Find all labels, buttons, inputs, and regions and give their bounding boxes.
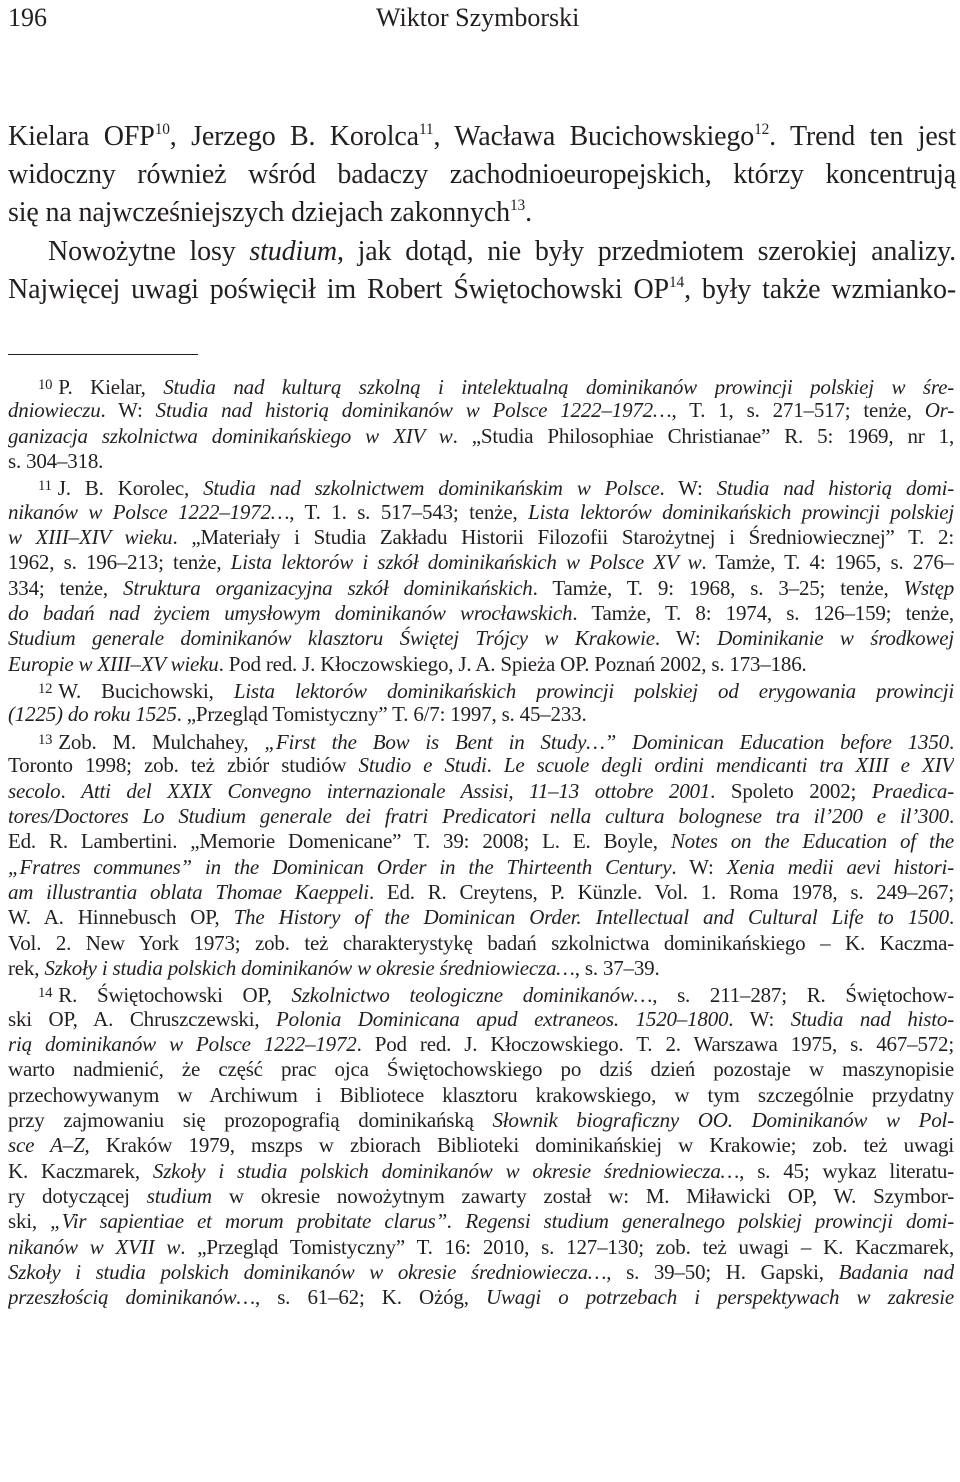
text-run: 1962, s. 196–213; tenże, <box>8 550 231 575</box>
footnote-14-line <box>8 1108 954 1133</box>
footnote-separator <box>8 354 198 355</box>
italic-run: Studia nad kulturą szkolną i intelektualną dominikanów prowincji polskiej w śre- <box>163 375 954 399</box>
footnote-14-line <box>8 981 954 1006</box>
text-run: , s. 37–39. <box>574 955 660 980</box>
italic-run: Lista lektorów i szkół dominikańskich w Polsce XV w <box>230 550 702 575</box>
footnote-number: 13 <box>38 731 53 748</box>
italic-run: Lista lektorów dominikańskich prowincji polskiej od erygowania prowincji <box>233 679 954 703</box>
footnote-14-line <box>8 1235 954 1260</box>
text-run: , s. 61–62; K. Ożóg, <box>254 1285 486 1310</box>
footnote-13-line <box>8 855 954 880</box>
italic-run: Xenia medii aevi histori- <box>726 854 954 879</box>
italic-run: Europie w XIII–XV wieku <box>8 651 219 676</box>
italic-run: w XIII–XIV wieku <box>8 525 173 550</box>
text-run: Najwięcej uwagi poświęcił im Robert Świętochowski OP <box>8 273 669 305</box>
text-run: , Wacława Bucichowskiego <box>433 121 755 152</box>
text-run: Kielara OFP <box>8 121 155 152</box>
italic-run: „Fratres communes” in the Dominican Order in the Thirteenth Century <box>8 854 672 879</box>
text-line <box>8 194 956 232</box>
text-run: , Jerzego B. Korolca <box>169 121 419 152</box>
italic-run: Dominikanie w środkowej <box>717 626 954 651</box>
italic-run: The History of the Dominican Order. Intellectual and Cultural Life to 1500 <box>233 905 949 930</box>
italic-run: Badania nad <box>838 1260 954 1285</box>
text-run: J. B. Korolec, <box>57 476 204 500</box>
italic-run: Słownik biograficzny OO. Dominikanów w Pol- <box>492 1107 954 1132</box>
text-run: Nowożytne losy <box>48 235 250 267</box>
italic-run: Studia nad historią domi- <box>716 476 954 500</box>
footnote-13-line <box>8 779 954 804</box>
italic-run: Studia nad historią dominikanów w Polsce 1222–1972… <box>155 398 672 423</box>
footnote-ref: 14 <box>668 273 685 291</box>
text-run: . Pod red. J. Kłoczowskiego, J. A. Spieża OP. Poznań 2002, s. 173–186. <box>218 651 807 676</box>
footnote-11-line <box>8 626 954 651</box>
footnote-11-line <box>8 576 954 601</box>
text-run: . <box>486 753 504 778</box>
italic-run: am illustrantia oblata Thomae Kaeppeli <box>8 879 369 904</box>
italic-run: przeszłością dominikanów… <box>8 1285 255 1310</box>
text-run: w okresie nowożytnym zawarty został w: M. Miławicki OP, W. Szymbor- <box>211 1184 954 1208</box>
text-run: . W: <box>654 626 718 651</box>
footnote-number: 14 <box>38 985 53 1002</box>
text-run: . Tamże, T. 8: 1974, s. 126–159; tenże, <box>572 601 954 626</box>
italic-run: Szkoły i studia polskich dominikanów w okresie średniowiecza… <box>8 1260 607 1285</box>
italic-run: Praedica- <box>871 778 954 803</box>
footnote-11-line <box>8 601 954 626</box>
italic-run: Studia nad szkolnictwem dominikańskim w Polsce <box>203 476 660 500</box>
italic-run: tores/Doctores Lo Studium generale dei fratri Predicatori nella cultura bolognese tra il’200 e il’300 <box>8 803 949 828</box>
footnote-11-line <box>8 500 954 525</box>
italic-run: Szkoły i studia polskich dominikanów w okresie średniowiecza… <box>44 955 575 980</box>
text-run: ski OP, A. Chruszczewski, <box>8 1006 277 1031</box>
text-run: . „Przegląd Tomistyczny” T. 6/7: 1997, s. 45–233. <box>176 702 587 727</box>
italic-run: dniowieczu <box>8 398 101 423</box>
footnote-ref: 12 <box>754 121 770 139</box>
text-run: . Pod red. J. Kłoczowskiego. T. 2. Warszawa 1975, s. 467–572; <box>356 1031 954 1056</box>
text-run: , s. 45; wykaz literatu- <box>739 1158 954 1183</box>
text-run: . „Przegląd Tomistyczny” T. 16: 2010, s. 127–130; zob. też uwagi – K. Kaczmarek, <box>180 1234 954 1259</box>
text-run: R. Świętochowski OP, <box>58 983 292 1007</box>
footnote-10-line <box>8 398 954 423</box>
text-run: . Tamże, T. 9: 1968, s. 3–25; tenże, <box>532 575 904 600</box>
italic-run: rią dominikanów w Polsce 1222–1972 <box>8 1031 357 1056</box>
page-number: 196 <box>8 3 47 32</box>
text-run: przy zajmowaniu się prozopografią dominikańską <box>8 1107 493 1132</box>
footnote-10-line <box>8 373 954 398</box>
footnote-ref: 13 <box>509 197 526 215</box>
text-run: Ed. R. Lambertini. „Memorie Domenicane” T. 39: 2008; L. E. Boyle, <box>8 829 671 854</box>
italic-run: Szkoły i studia polskich dominikanów w okresie średniowiecza… <box>152 1158 740 1183</box>
text-run: . Ed. R. Creytens, P. Künzle. Vol. 1. Roma 1978, s. 249–267; <box>368 879 954 904</box>
text-run: , Kraków 1979, mszps w zbiorach Biblioteki dominikańskiej w Krakowie; zob. też uwagi <box>84 1133 954 1158</box>
text-line <box>8 118 956 156</box>
footnote-14-line <box>8 1159 954 1184</box>
text-run: 334; tenże, <box>8 575 124 600</box>
footnote-14-line: przechowywanym w Archiwum i Bibliotece klasztoru krakowskiego, w tym szczególnie przydatny <box>8 1082 954 1107</box>
italic-run: Atti del XXIX Convegno internazionale Assisi, 11–13 ottobre 2001 <box>81 778 711 803</box>
footnote-13-line <box>8 956 954 981</box>
text-line: widoczny również wśród badaczy zachodnioeuropejskich, którzy koncentrują <box>8 159 956 191</box>
footnote-11-line <box>8 652 954 677</box>
footnote-14-line: warto nadmienić, że część prac ojca Świętochowskiego po dziś dzień pozostaje w maszynopisie <box>8 1057 954 1082</box>
text-run: ski, <box>8 1209 51 1234</box>
footnote-ref: 11 <box>418 121 434 139</box>
footnote-13-line <box>8 753 954 778</box>
text-run: W. A. Hinnebusch OP, <box>8 905 234 930</box>
italic-run: Szkolnictwo teologiczne dominikanów… <box>291 983 653 1007</box>
text-run: . W: <box>100 398 156 423</box>
text-run: Toronto 1998; zob. też zbiór studiów <box>8 753 359 778</box>
italic-run: Le scuole degli ordini mendicanti tra XIII e XIV <box>503 753 954 778</box>
italic-run: ganizacja szkolnictwa dominikańskiego w XIV w <box>8 423 453 448</box>
footnote-number: 10 <box>38 377 53 393</box>
italic-run: studium <box>249 235 338 267</box>
footnote-11-line <box>8 525 954 550</box>
footnote-14-line <box>8 1260 954 1285</box>
text-run: . W: <box>659 476 717 500</box>
footnote-13-line: Vol. 2. New York 1973; zob. też charakterystykę badań szkolnictwa dominikańskiego – K. Kaczma- <box>8 930 954 955</box>
text-run: , s. 39–50; H. Gapski, <box>606 1260 839 1285</box>
italic-run: „First the Bow is Bent in Study…” Dominican Education before 1350 <box>264 729 949 754</box>
text-run: Zob. M. Mulchahey, <box>58 729 265 754</box>
footnote-11-line <box>8 550 954 575</box>
text-run: ry dotyczącej <box>8 1184 147 1208</box>
italic-run: Struktura organizacyjna szkół dominikańskich <box>123 575 533 600</box>
italic-run: studium <box>146 1184 212 1208</box>
footnote-12-line <box>8 702 954 727</box>
text-run: K. Kaczmarek, <box>8 1158 153 1183</box>
text-run: . Spoleto 2002; <box>710 778 872 803</box>
italic-run: (1225) do roku 1525 <box>8 702 177 727</box>
italic-run: Wstęp <box>903 575 954 600</box>
text-run: . <box>525 197 532 229</box>
text-run: , T. 1, s. 271–517; tenże, <box>671 398 925 423</box>
footnote-14-line <box>8 1133 954 1158</box>
text-run: . Tamże, T. 4: 1965, s. 276– <box>701 550 954 575</box>
main-text <box>8 118 956 309</box>
text-run: . „Studia Philosophiae Christianae” R. 5: 1969, nr 1, <box>452 423 954 448</box>
text-run: . <box>948 905 954 930</box>
running-head: Wiktor Szymborski <box>376 3 580 32</box>
footnote-11-line <box>8 474 954 499</box>
italic-run: Studium generale dominikanów klasztoru Świętej Trójcy w Krakowie <box>8 626 655 651</box>
footnote-14-line <box>8 1184 954 1209</box>
text-run: . W: <box>671 854 727 879</box>
footnote-13-line <box>8 728 954 753</box>
footnote-13-line <box>8 905 954 930</box>
italic-run: secolo <box>8 778 61 803</box>
footnote-ref: 10 <box>154 121 170 139</box>
text-run: , T. 1. s. 517–543; tenże, <box>289 499 529 524</box>
italic-run: Notes on the Education of the <box>670 829 954 854</box>
footnote-14-line <box>8 1032 954 1057</box>
text-run: , były także wzmianko- <box>684 273 956 305</box>
italic-run: Or- <box>924 398 954 423</box>
text-line <box>8 271 956 309</box>
italic-run: „Vir sapientiae et morum probitate clarus”. Regensi studium generalnego polskiej prowincji domi- <box>50 1209 954 1234</box>
text-run: . W: <box>728 1006 791 1031</box>
text-run: rek, <box>8 955 45 980</box>
footnote-number: 12 <box>38 681 53 698</box>
italic-run: sce A–Z <box>8 1133 85 1158</box>
text-run: . Trend ten jest <box>769 121 956 152</box>
text-run: . <box>948 803 954 828</box>
text-run: P. Kielar, <box>58 375 164 399</box>
italic-run: Lista lektorów dominikańskich prowincji polskiej <box>528 499 954 524</box>
footnote-13-line <box>8 829 954 854</box>
page-header <box>0 0 960 40</box>
footnote-13-line <box>8 804 954 829</box>
text-run: . <box>60 778 82 803</box>
text-run: . „Materiały i Studia Zakładu Historii Filozofii Starożytnej i Średniowiecznej” T. 2: <box>172 525 954 550</box>
italic-run: do badań nad życiem umysłowym dominikanów wrocławskich <box>8 601 573 626</box>
italic-run: Studio e Studi <box>358 753 487 778</box>
text-run: , jak dotąd, nie były przedmiotem szerokiej analizy. <box>337 235 956 267</box>
italic-run: nikanów w Polsce 1222–1972… <box>8 499 290 524</box>
footnote-10-line: s. 304–318. <box>8 449 104 474</box>
italic-run: Studia nad histo- <box>790 1006 954 1031</box>
text-line <box>8 233 956 271</box>
text-run: , s. 211–287; R. Świętochow- <box>652 983 954 1007</box>
text-run: . <box>948 729 954 754</box>
italic-run: nikanów w XVII w <box>8 1234 181 1259</box>
footnote-14-line <box>8 1285 954 1310</box>
footnote-14-line <box>8 1007 954 1032</box>
footnote-10-line <box>8 424 954 449</box>
footnote-13-line <box>8 880 954 905</box>
text-run: W. Bucichowski, <box>58 679 234 703</box>
footnote-number: 11 <box>38 478 52 495</box>
italic-run: Uwagi o potrzebach i perspektywach w zakresie <box>486 1285 954 1310</box>
footnotes <box>8 373 954 1311</box>
footnote-12-line <box>8 677 954 702</box>
footnote-14-line <box>8 1209 954 1234</box>
text-run: się na najwcześniejszych dziejach zakonnych <box>8 197 510 229</box>
italic-run: Polonia Dominicana apud extraneos. 1520–1800 <box>276 1006 729 1031</box>
